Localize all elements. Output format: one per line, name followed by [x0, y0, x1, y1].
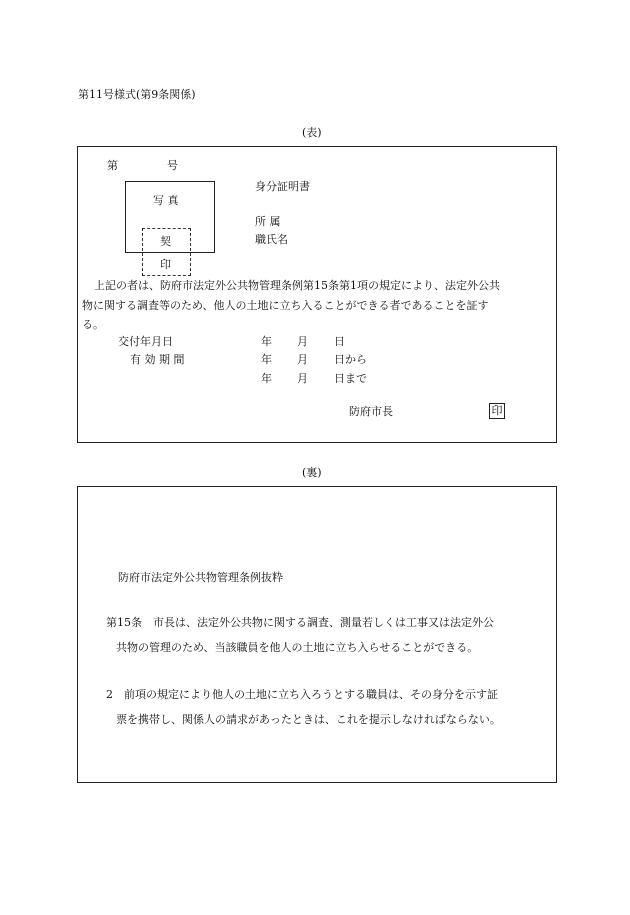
- front-card: [77, 146, 557, 443]
- issue-day: 日: [334, 335, 345, 348]
- validity-label: 有 効 期 間: [130, 353, 185, 366]
- body-line-2: 物に関する調査等のため、他人の土地に立ち入ることができる者であることを証す: [82, 299, 489, 312]
- article15-line-2: 共物の管理のため、当該職員を他人の土地に立ち入らせることができる。: [116, 641, 479, 654]
- body-line-3: る。: [82, 318, 104, 331]
- front-label: (表): [302, 126, 322, 139]
- number-suffix: 号: [167, 159, 178, 172]
- article15-line-1: 第15条 市長は、法定外公共物に関する調査、測量若しくは工事又は法定外公: [106, 616, 494, 629]
- cert-title: 身分証明書: [255, 180, 310, 193]
- issue-date-label: 交付年月日: [118, 335, 173, 348]
- body-line-1: 上記の者は、防府市法定外公共物管理条例第15条第1項の規定により、法定外公共: [94, 279, 500, 292]
- photo-label: 写 真: [153, 194, 179, 207]
- validity-until-day: 日まで: [334, 372, 367, 385]
- seal-bottom-char: 印: [160, 258, 171, 271]
- validity-from-year: 年: [261, 353, 272, 366]
- mayor-label: 防府市長: [349, 405, 393, 418]
- paragraph2-line-1: 2 前項の規定により他人の土地に立ち入ろうとする職員は、その身分を示す証: [106, 688, 498, 701]
- validity-until-month: 月: [297, 372, 308, 385]
- issue-month: 月: [297, 335, 308, 348]
- paragraph2-line-2: 票を携帯し、関係人の請求があったときは、これを提示しなければならない。: [116, 713, 501, 726]
- form-number: 第11号様式(第9条関係): [78, 88, 196, 101]
- affiliation-label: 所 属: [255, 215, 281, 228]
- validity-from-month: 月: [297, 353, 308, 366]
- name-label: 職氏名: [255, 233, 288, 246]
- seal-top-char: 契: [160, 235, 171, 248]
- number-prefix: 第: [107, 159, 118, 172]
- back-heading: 防府市法定外公共物管理条例抜粋: [118, 571, 283, 584]
- issue-year: 年: [261, 335, 272, 348]
- mayor-seal: 印: [489, 403, 505, 419]
- seal-box: [142, 228, 191, 276]
- validity-until-year: 年: [261, 372, 272, 385]
- back-label: (裏): [302, 466, 322, 479]
- back-card: [77, 486, 557, 783]
- validity-from-day: 日から: [334, 353, 367, 366]
